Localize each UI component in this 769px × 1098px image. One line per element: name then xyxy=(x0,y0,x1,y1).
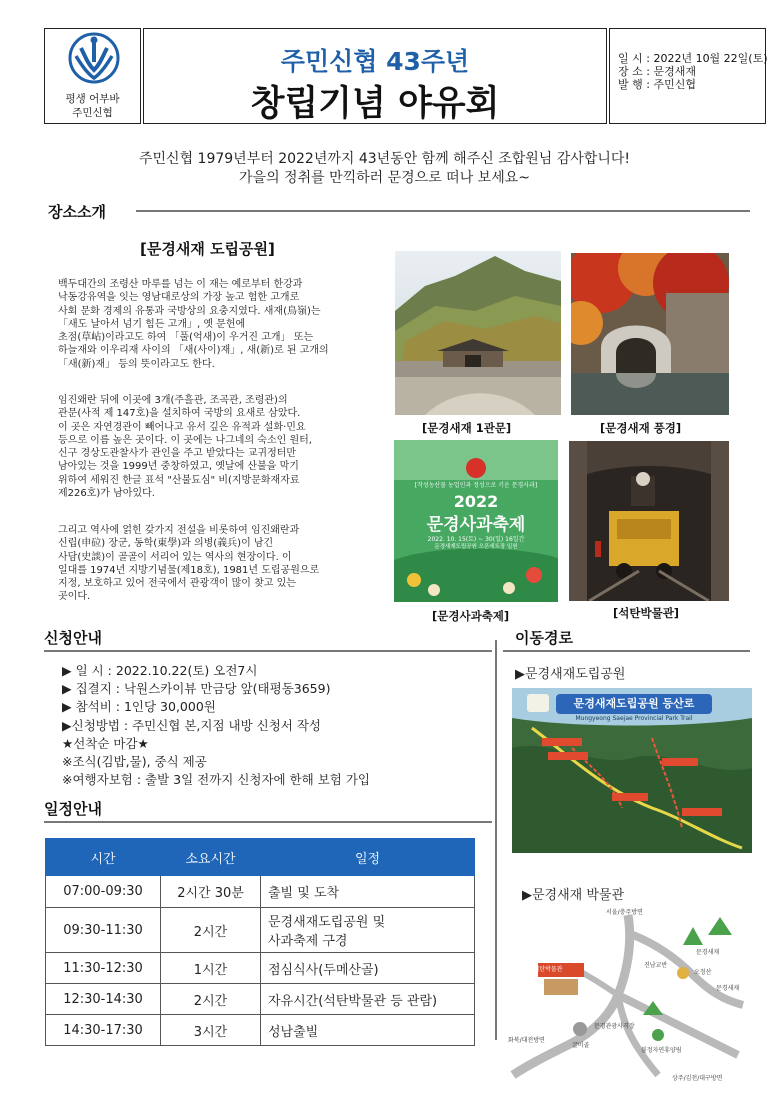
text-line: 「새도 날아서 넘기 힘든 고개」, 옛 문헌에 xyxy=(58,318,246,330)
map-label-cave: 굴미골 xyxy=(572,1042,590,1049)
route-label-museum: ▶문경새재 박물관 xyxy=(522,888,625,903)
section-divider xyxy=(136,210,750,212)
text-line: 하늘재와 이우리재 사이의 「새(사이)재」, 새(新)로 된 고개의 xyxy=(58,345,329,357)
title-anniversary: 주민신협 43주년 xyxy=(280,47,470,76)
poster-dates: 2022. 10. 15(토) ~ 30(일) 16일간 xyxy=(427,536,525,543)
apply-item-insurance: ※여행자보험 : 출발 3일 전까지 신청자에 한해 보험 가입 xyxy=(62,772,371,788)
cell-plan-line: 사과축제 구경 xyxy=(268,934,348,949)
text-line: 지정, 보호하고 있어 전국에서 관광객이 많이 찾고 있는 xyxy=(58,578,296,590)
info-date: 일 시 : 2022년 10월 22일(토) xyxy=(618,52,768,65)
cell-time: 09:30-11:30 xyxy=(46,908,161,953)
section-divider xyxy=(44,821,492,823)
text-line: 신립(申砬) 장군, 동학(東學)과 의병(義兵)이 남긴 xyxy=(58,538,274,550)
text-line: 사담(史談)이 골골이 서리어 있는 역사의 현장이다. 이 xyxy=(58,551,292,563)
text-line: 남아있는 것을 1999년 중창하였고, 옛날에 산불을 막기 xyxy=(58,461,299,473)
text-line: 관문(사적 제 147호)을 설치하여 국방의 요새로 삼았다. xyxy=(58,408,301,420)
map-label-museum: 석탄박물관 xyxy=(533,966,563,973)
intro-line-1: 주민신협 1979년부터 2022년까지 43년동안 함께 해주신 조합원님 감사합니다! xyxy=(139,151,630,167)
apply-item-meeting-point: ▶ 집결지 : 낙원스카이뷰 만금당 앞(태평동3659) xyxy=(62,681,331,697)
text-line: 신구 경상도관찰사가 관인을 주고 받았다는 교귀정터만 xyxy=(58,448,297,460)
scenery-photo-illustration xyxy=(571,253,729,415)
cell-duration: 2시간 xyxy=(161,908,261,953)
text-line: 위하여 세워진 한글 표석 "산불됴심" 비(지방문화재자료 xyxy=(58,474,300,486)
poster-venue: 문경새재도립공원 오픈세트장 일원 xyxy=(434,544,518,550)
poster-year: 2022 xyxy=(453,492,499,511)
cell-duration: 2시간 xyxy=(161,984,261,1015)
table-row xyxy=(46,1015,475,1046)
schedule-table xyxy=(45,838,475,1046)
title-box xyxy=(143,28,607,124)
cell-time: 14:30-17:30 xyxy=(46,1015,161,1046)
text-line: 백두대간의 조령산 마루를 넘는 이 재는 예로부터 한강과 xyxy=(58,279,303,290)
route-label-park: ▶문경새재도립공원 xyxy=(515,667,626,682)
map-label-jingnam: 진남교반 xyxy=(644,962,668,969)
caption-gate-1: [문경새재 1관문] xyxy=(422,421,512,435)
caption-apple-festival: [문경사과축제] xyxy=(432,609,510,623)
column-header-time: 시간 xyxy=(46,839,161,876)
vertical-divider xyxy=(495,640,497,1040)
table-row xyxy=(46,953,475,984)
apply-item-fee: ▶ 참석비 : 1인당 30,000원 xyxy=(62,699,216,715)
text-line: 이 곳은 자연경관이 빼어나고 유서 깊은 유적과 설화·민요 xyxy=(58,421,306,433)
park-trail-map xyxy=(512,688,752,853)
shinhyup-logo-icon xyxy=(68,32,120,84)
text-line: 곳이다. xyxy=(58,591,91,603)
cell-duration: 1시간 xyxy=(161,953,261,984)
road-map-illustration xyxy=(508,905,752,1085)
cell-plan: 출빌 및 도착 xyxy=(261,876,475,908)
text-line: 「새(新)재」 등의 뜻이라고도 한다. xyxy=(58,358,215,370)
map-label-west: 화북/대전방면 xyxy=(508,1037,545,1044)
place-paragraph-2 xyxy=(58,394,380,500)
photo-scenery xyxy=(571,253,729,415)
cell-plan: 자유시간(석탄박물관 등 관람) xyxy=(261,984,475,1015)
cell-plan-line: 문경새재도립공원 및 xyxy=(268,915,386,930)
text-line: 초점(草岾)이라고도 하여 「풀(억새)이 우거진 고개」 또는 xyxy=(58,332,314,344)
map-label-saejae: 문경새재 xyxy=(696,949,720,956)
text-line: 사회 문화 경제의 유통과 국방상의 요충지였다. 새재(鳥嶺)는 xyxy=(58,305,321,317)
event-info-box xyxy=(609,28,766,124)
cell-time: 12:30-14:30 xyxy=(46,984,161,1015)
cell-plan xyxy=(261,908,475,953)
map-label-station: 문경관광사격장 xyxy=(594,1023,635,1030)
apply-item-method: ▶신청방법 : 주민신협 본,지점 내방 신청서 작성 xyxy=(62,717,321,733)
museum-road-map xyxy=(508,905,752,1085)
section-heading-apply: 신청안내 xyxy=(44,629,102,647)
intro-message xyxy=(0,150,769,188)
map-label-deer: 불정자연휴양림 xyxy=(641,1047,682,1054)
cell-time: 11:30-12:30 xyxy=(46,953,161,984)
info-place: 장 소 : 문경새재 xyxy=(618,65,696,78)
poster-name: 문경사과축제 xyxy=(426,515,526,535)
map-label-north: 서울/충주방면 xyxy=(606,909,643,916)
map-label-south: 상주/김천/대구방면 xyxy=(672,1075,723,1082)
text-line: 일대를 1974년 지방기념물(제18호), 1981년 도립공원으로 xyxy=(58,564,320,576)
column-header-duration: 소요시간 xyxy=(161,839,261,876)
text-line: 임진왜란 뒤에 이곳에 3개(주흘관, 조곡관, 조령관)의 xyxy=(58,395,288,406)
place-paragraph-3 xyxy=(58,524,380,604)
table-row xyxy=(46,984,475,1015)
apply-item-meals: ※조식(김밥,물), 중식 제공 xyxy=(62,754,207,770)
org-name: 주민신협 xyxy=(72,107,113,119)
text-line: 그리고 역사에 얽힌 갖가지 전설을 비롯하여 임진왜란과 xyxy=(58,525,300,536)
section-divider xyxy=(44,650,492,652)
section-heading-place: 장소소개 xyxy=(48,203,106,221)
map-label-ojeong: 오정산 xyxy=(694,969,712,976)
table-header-row xyxy=(46,839,475,876)
map-label-east: 문경새재 xyxy=(716,985,740,992)
page-title: 창립기념 야유회 xyxy=(250,84,500,124)
text-line: 등으로 이름 높은 곳이다. 이 곳에는 나그네의 숙소인 원터, xyxy=(58,434,312,446)
cell-plan: 점심식사(두메산골) xyxy=(261,953,475,984)
text-line: 낙동강유역을 잇는 영남대로상의 가장 높고 험한 고개로 xyxy=(58,292,300,304)
photo-apple-festival xyxy=(394,440,558,602)
photo-coal-museum xyxy=(569,441,729,601)
photo-gate-1 xyxy=(395,251,561,415)
cell-duration: 3시간 xyxy=(161,1015,261,1046)
table-row xyxy=(46,876,475,908)
gate-photo-illustration xyxy=(395,251,561,415)
trail-map-subtitle: Mungyeong Saejae Provincial Park Trail xyxy=(575,715,693,722)
info-issuer: 발 행 : 주민신협 xyxy=(618,78,696,91)
apply-item-first-come: ★선착순 마감★ xyxy=(62,735,149,751)
table-row xyxy=(46,908,475,953)
text-line: 제226호)가 남아있다. xyxy=(58,488,155,500)
cell-plan: 성남출빌 xyxy=(261,1015,475,1046)
apply-info-list xyxy=(62,662,370,789)
caption-coal-museum: [석탄박물관] xyxy=(613,606,680,620)
coal-museum-photo-illustration xyxy=(569,441,729,601)
apply-item-date: ▶ 일 시 : 2022.10.22(토) 오전7시 xyxy=(62,663,258,678)
section-heading-route: 이동경로 xyxy=(515,629,573,647)
column-header-plan: 일정 xyxy=(261,839,475,876)
cell-time: 07:00-09:30 xyxy=(46,876,161,908)
org-slogan: 평생 어부바 xyxy=(65,93,120,105)
trail-map-title: 문경새재도립공원 등산로 xyxy=(556,694,712,714)
org-logo-box xyxy=(44,28,141,124)
poster-top-text: [작성농산물 농업인과 정성으로 키운 문경사과] xyxy=(414,482,538,489)
section-divider xyxy=(503,650,750,652)
cell-duration: 2시간 30분 xyxy=(161,876,261,908)
place-paragraph-1 xyxy=(58,278,380,371)
intro-line-2: 가을의 정취를 만끽하러 문경으로 떠나 보세요~ xyxy=(239,170,530,186)
section-heading-schedule: 일정안내 xyxy=(44,800,102,818)
place-subtitle: [문경새재 도립공원] xyxy=(140,240,275,258)
caption-scenery: [문경새재 풍경] xyxy=(600,421,682,435)
